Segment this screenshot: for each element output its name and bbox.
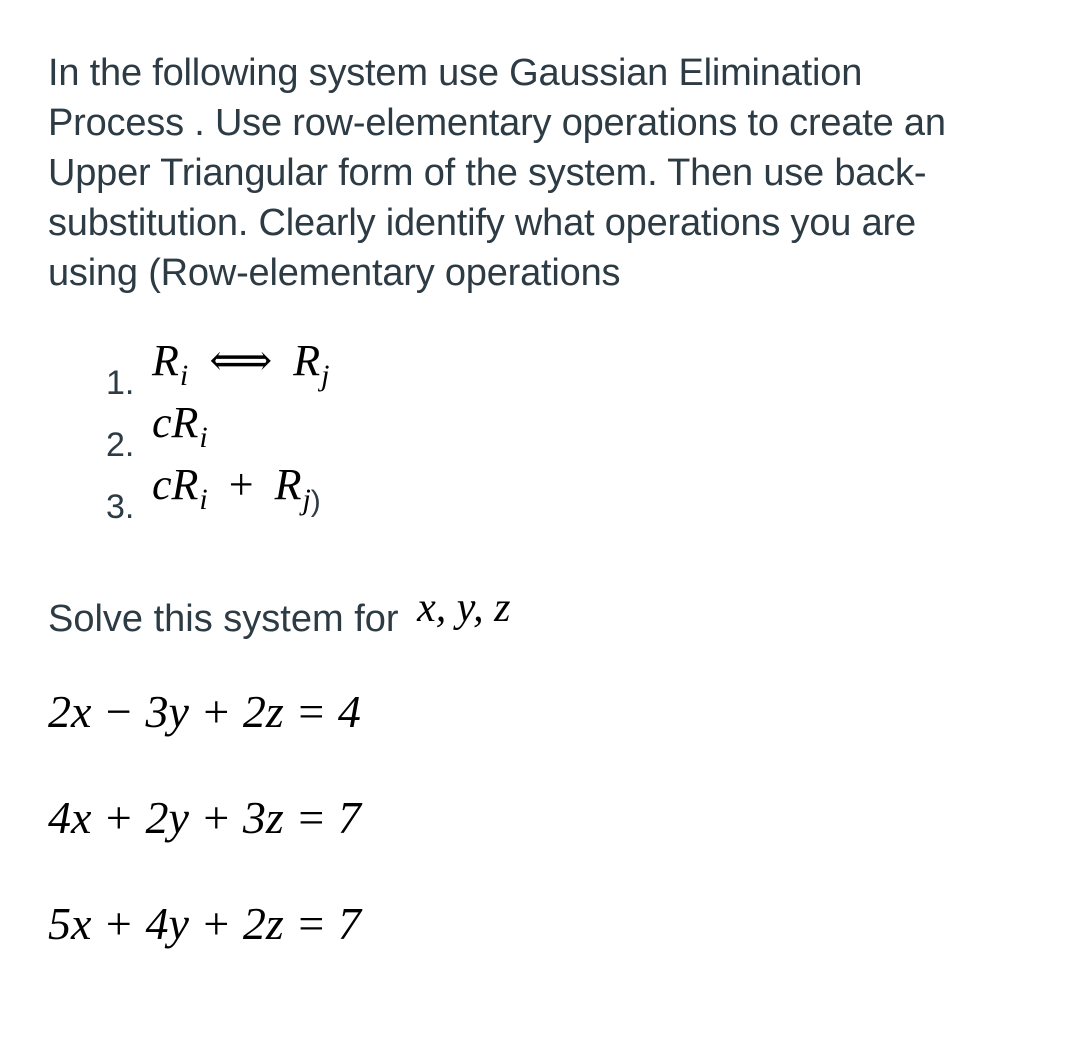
instructions-line: In the following system use Gaussian Elimination [48,52,863,94]
solve-label: Solve this system for [48,598,399,640]
row-operations-list [106,335,606,526]
instructions-line: using (Row-elementary operations [48,252,621,294]
row-operation-swap [106,335,606,402]
swap-expression: $R_i$ ⟺ $R_j$ [152,336,330,392]
solve-variables: x, y, z [417,585,511,631]
add-expression: $cR_i + R_{j)}$ [152,460,321,518]
row-operation-scale [106,397,606,464]
row-operation-add [106,459,606,526]
list-number: 1. [106,364,135,402]
equation-1: 2x − 3y + 2z = 4 [48,686,361,737]
instructions-line: Process . Use row-elementary operations to create an [48,102,946,144]
instructions-line: Upper Triangular form of the system. Then use back- [48,152,927,194]
equation-3: 5x + 4y + 2z = 7 [48,898,361,949]
instructions-paragraph [48,48,1048,298]
list-number: 3. [106,488,135,526]
equation-2: 4x + 2y + 3z = 7 [48,792,361,843]
instructions-line: substitution. Clearly identify what operations you are [48,202,916,244]
list-number: 2. [106,426,135,464]
double-arrow-icon: ⟺ [209,336,273,385]
scale-expression: $cR_i$ [152,398,208,454]
solve-prompt [48,585,511,649]
